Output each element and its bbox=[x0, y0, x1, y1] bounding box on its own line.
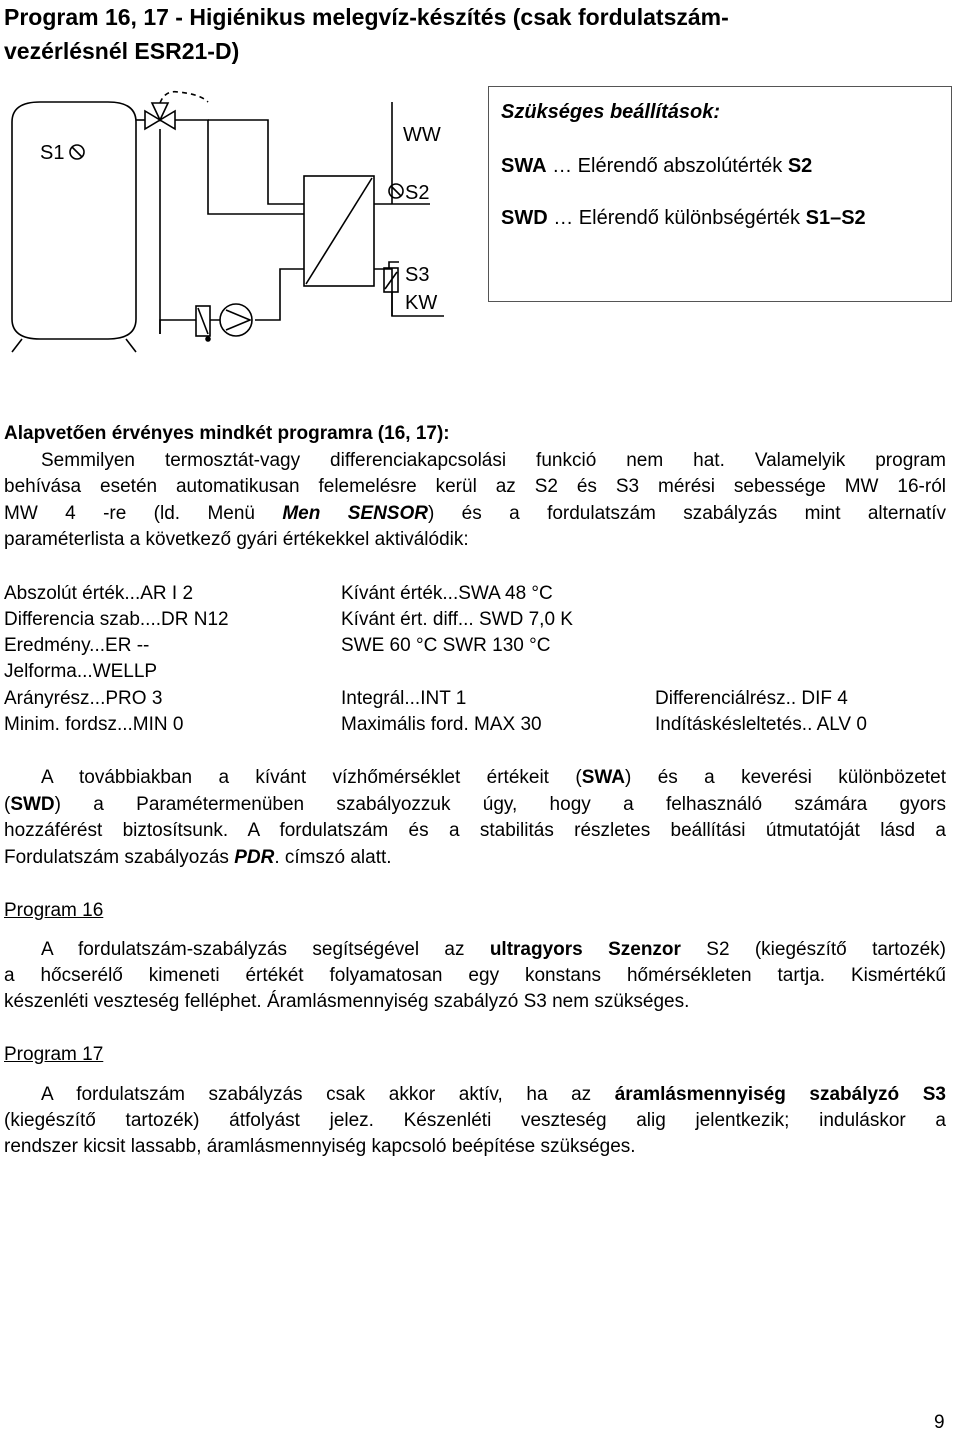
general-line-4: paraméterlista a következő gyári értékekkel aktiválódik: bbox=[4, 529, 469, 550]
program16-sensor: ultragyors Szenzor bbox=[489, 939, 681, 960]
program16-l1a: A fordulatszám-szabályzás segítségével az bbox=[41, 939, 490, 960]
param-c3-0: Differenciálrész.. DIF 4 bbox=[655, 688, 848, 709]
param-c1-3: Jelforma...WELLP bbox=[4, 661, 158, 682]
program17-l1a: A fordulatszám szabályzás csak akkor aktív, ha az bbox=[41, 1084, 615, 1105]
general-line-1: Semmilyen termosztát-vagy differenciakapcsolási funkció nem hat. Valamelyik program bbox=[41, 450, 946, 471]
program17-flow: áramlásmennyiség szabályzó S3 bbox=[614, 1084, 946, 1105]
settings-text-swa: … Elérendő abszolútérték bbox=[552, 155, 783, 177]
program17-line-1 bbox=[41, 1082, 946, 1109]
settings-row-swd bbox=[501, 207, 866, 230]
para1-l2a: ( bbox=[4, 794, 11, 815]
param-c1-5: Minim. fordsz...MIN 0 bbox=[4, 714, 184, 735]
param-c2-4: Maximális ford. MAX 30 bbox=[341, 714, 542, 735]
label-kw: KW bbox=[405, 292, 438, 314]
hydraulic-schematic bbox=[0, 84, 480, 354]
param-c1-4: Arányrész...PRO 3 bbox=[4, 688, 163, 709]
program16-line-1 bbox=[41, 937, 946, 964]
settings-heading: Szükséges beállítások: bbox=[501, 101, 720, 123]
page-title-line-1: Program 16, 17 - Higiénikus melegvíz-készítés (csak fordulatszám- bbox=[4, 4, 729, 30]
settings-code-swa: SWA bbox=[501, 155, 547, 177]
para1-line-3: hozzáférést biztosítsunk. A fordulatszám és a stabilitás részletes beállítási útmutatóját lásd a bbox=[4, 820, 946, 841]
para1-l2c: ) a Paramétermenüben szabályozzuk úgy, hogy a felhasználó számára gyors bbox=[54, 794, 946, 815]
settings-text-swd: … Elérendő különbségérték bbox=[553, 207, 801, 229]
label-s1: S1 bbox=[40, 142, 65, 164]
page-title-line-2: vezérlésnél ESR21-D) bbox=[4, 38, 240, 64]
param-c2-2: SWE 60 °C SWR 130 °C bbox=[341, 635, 551, 656]
param-c1-2: Eredmény...ER -- bbox=[4, 635, 150, 656]
hx-bottom-pipe bbox=[255, 269, 304, 320]
para1-swd: SWD bbox=[10, 794, 55, 815]
general-heading: Alapvetően érvényes mindkét programra (16, 17): bbox=[4, 423, 450, 444]
param-c3-1: Indításkésleltetés.. ALV 0 bbox=[655, 714, 867, 735]
para1-l4a: Fordulatszám szabályozás bbox=[4, 847, 235, 868]
para1-l1c: ) és a keverési különbözetet bbox=[624, 767, 946, 788]
param-c1-1: Differencia szab....DR N12 bbox=[4, 609, 229, 630]
settings-end-swa: S2 bbox=[787, 155, 813, 177]
tank-legs bbox=[12, 339, 136, 352]
param-c2-1: Kívánt ért. diff... SWD 7,0 K bbox=[341, 609, 573, 630]
para1-l1a: A továbbiakban a kívánt vízhőmérséklet értékeit ( bbox=[41, 767, 582, 788]
storage-tank bbox=[12, 102, 136, 339]
para1-pdr: PDR bbox=[234, 847, 275, 868]
general-line-3a: MW 4 -re (ld. Menü bbox=[4, 503, 283, 524]
label-s3: S3 bbox=[405, 264, 430, 286]
page-number: 9 bbox=[934, 1412, 945, 1433]
para1-line-1 bbox=[41, 765, 946, 792]
valve-actuator-dashed bbox=[160, 92, 208, 103]
para1-line-4 bbox=[4, 845, 392, 872]
settings-box bbox=[488, 86, 952, 302]
general-line-2: behívása esetén automatikusan felemelésre kerül az S2 és S3 mérési sebessége MW 16-ról bbox=[4, 476, 946, 497]
pump bbox=[220, 304, 252, 336]
general-line-3c: ) és a fordulatszám szabályzás mint alternatív bbox=[427, 503, 946, 524]
menu-sensor-ref: Men SENSOR bbox=[282, 503, 428, 524]
hot-water-pipe bbox=[208, 120, 268, 194]
label-ww: WW bbox=[403, 124, 441, 146]
para1-swa: SWA bbox=[581, 767, 625, 788]
label-s2: S2 bbox=[405, 182, 430, 204]
page-title bbox=[4, 0, 944, 68]
param-c2-0: Kívánt érték...SWA 48 °C bbox=[341, 583, 553, 604]
program16-line-3: készenléti veszteség felléphet. Áramlásmennyiség szabályzó S3 nem szükséges. bbox=[4, 991, 690, 1012]
program16-heading: Program 16 bbox=[4, 900, 104, 921]
para1-l4c: . címszó alatt. bbox=[274, 847, 392, 868]
settings-end-swd: S1–S2 bbox=[805, 207, 866, 229]
param-c2-3: Integrál...INT 1 bbox=[341, 688, 467, 709]
program17-heading: Program 17 bbox=[4, 1044, 104, 1065]
settings-row-swa bbox=[501, 155, 812, 178]
program17-line-3: rendszer kicsit lassabb, áramlásmennyiség kapcsoló beépítése szükséges. bbox=[4, 1136, 636, 1157]
program17-line-2: (kiegészítő tartozék) átfolyást jelez. Készenléti veszteség alig jelentkezik; induláskor a bbox=[4, 1110, 946, 1131]
program16-l1c: S2 (kiegészítő tartozék) bbox=[680, 939, 946, 960]
program16-line-2: a hőcserélő kimeneti értékét folyamatosan egy konstans hőmérsékleten tartja. Kismértékű bbox=[4, 965, 946, 986]
para1-line-2 bbox=[4, 792, 946, 819]
general-line-3 bbox=[4, 501, 946, 528]
three-way-valve bbox=[145, 103, 175, 129]
settings-code-swd: SWD bbox=[501, 207, 548, 229]
param-c1-0: Abszolút érték...AR I 2 bbox=[4, 583, 194, 604]
